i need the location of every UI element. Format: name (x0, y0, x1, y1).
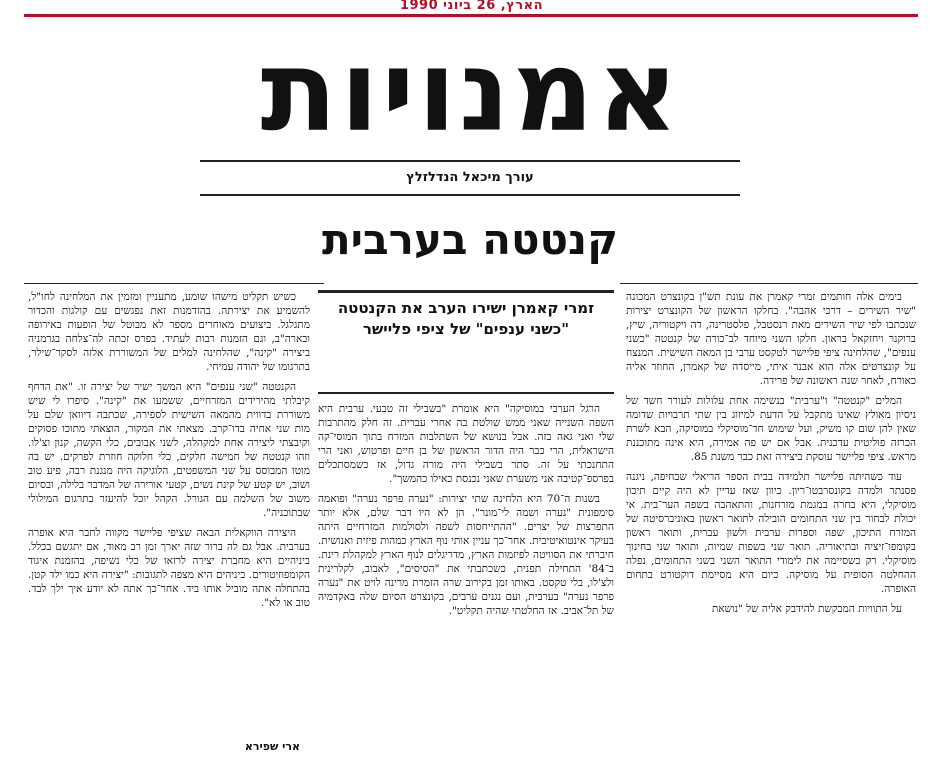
paragraph: על התוויות המבקשת להידבק אליה של "נושאת (711, 603, 902, 615)
rule-mid (200, 194, 740, 196)
paragraph: כשיש תקליט מישהו שומע, מתעניין ומזמין את המלחינה לחו"ל, להשמיע את יצירתה. בהזדמנות זאת נפגשים עם קולגות והכדור מתגלגל. ביצועים מאוחרים מספר לא מבוטל של הופעות באירופה ובארה"ב, וגם הזמנות רבות לעתיד. בפרס זכתה לה־צלחה בגרמניה ביצירה "קינה", שהלחינה למלים של המשוררת אלזה לסקר־שילר, בתרגומו של יהודה עמיחי. (28, 291, 310, 373)
paragraph: המלים "קנטטה" ו"ערבית" בנשימה אחת עלולות לעורר חשד של ניסיון מאולץ שאינו מתקבל על הדעת למיזוג בין שתי תרבויות שדומה שאין להן שום קו משיק, ועל שימוש חד־מוסיקלי במוסיקה, הבא לשרת הכרזה פוליטית עדכנית. אבל אם יש פה אמירה, היא אינה מתוכננת מראש. ציפי פליישר עוסקת ביצירה זאת כבר משנת 85. (626, 395, 916, 463)
paragraph: בימים אלה חותמים זמרי קאמרן את עונת תש"ן בקונצרט המכונה "שיר השירים – דרכי אהבה". בחלקו הראשון של הקונצרט יצירות שנכתבו לפי שיר השירים מאת רנסטבל, פלסטרינה, דה ויקטוריה, שיץ, ברוקנר ויחזקאל בראון. חלקו השני מיוחד לב־כורה של קנטטה "כשני ענפים", שהלחינה ציפי פליישר לטקסט ערבי בן המאה השישית. המנצח על קונצרטים אלה הוא אבנר איתי, מייסדה של קאמרן, החוזר אליה כאורח, לאחר שנה ראשונה של פרידה. (626, 291, 916, 387)
paragraph: בשנות ה־70 היא הלחינה שתי יצירות: "נערה פרפר נערה" ופואמה סימפונית "נערה ושמה לי־מונר". הן לא היו דבר שלם, אלא יותר התפרצות של יצרים. "ההתייחסות לשפה ולסולמות המזרחיים היתה בעיקר אינטואיטיבית. אחר־כך עניין אותי נוף הארץ כמהות פיזית ואנושית. חיברתי את הסוויטה לפיזמות הארץ, מדריגלים לנוף הארץ למקהלת רינת. ב־84' התחילה תפנית, כשכתבתי את "הסיסים", לאבוב, לקלרינית ולצ'לו, בלי טקסט. באותו זמן בקירוב שרה הזמרת מרינה לויט את "נערה פרפר נערה" בערבית, ועם נגנים ערבים, בקונצרט הסיום שלה באקדמיה של תל־אביב. אז החלטתי שהיה תקליט". (318, 493, 614, 617)
header-divider (24, 14, 918, 17)
article-column-left (28, 290, 310, 734)
article-headline: קנטטה בערבית (321, 215, 619, 264)
pull-quote: זמרי קאמרן ישירו הערב את הקנטטה "כשני ענפים" של ציפי פליישר (337, 299, 595, 338)
paragraph: עוד כשהיתה פליישר תלמידה בבית הספר הריאלי שבחיפה, ניגנה פסנתר ולמדה בקונסרבטו־ריון. כיוון שאז עדיין לא היה קיים תיכון מוסיקלי, היא בחרה במגמת מזרחנות, והתאהבה בשפה הער־בית. אי יכולת לבחור בין שני התחומים הובילה לתואר ראשון באוניברסיטה של המזרח התיכון, שפה וספרות ערבית ולשון עברית, ותואר ראשון בקומפו־זיציה ובתיאוריה. תואר שני בשפות שמיות, ותואר שני בחינוך מוסיקלי. רק כשסיימה את לימודי התואר השני בשני התחומים, נפלה ההחלטה הסופית על מוסיקה. כיום היא מסיימת דוקטורט בתחום האופרה. (626, 471, 916, 595)
author-signature: ארי שפירא (244, 740, 300, 753)
pull-quote-bottom-rule (318, 392, 614, 394)
paragraph: הקנטטה "שני ענפים" היא המשך ישיר של יצירה זו. "את הדחף קיבלתי מהירידים המזרחיים, ששמעו את "קינה". סיפרו לי שיש משוררת בדווית מהמאה השישית לספירה, שכתבה דיוואן שלם על מות שני אחיה בדו־קרב. מצאתי את המקור, הוצאתי מתוכו פסוקים וקיבצתי ליצירה אחת למקהלה, לשני אבובים, כלי הקשה, קנון וצ'לו. וזהו קנטטה של חמישה חלקים, כלי חלוקה חוזרת לפרקים. יש בה מוטו המבוסס על שני המשפטים, הלוגיקה היה מנגנת רבה, פיע טוב ושוב, יש קטע של קינת נשים, קטעי אורירה של המדבר בלילה, ובסיום משוב של השלמה עם הגורל. הקהל יוכל להיעזר בתרגום המילולי שבתוכניה". (28, 381, 310, 519)
rule-lower-left (24, 283, 324, 284)
paragraph: היצירה הווקאלית הבאה שציפי פליישר מקווה לחבר היא אופרה בערבית. אבל גם לה ברור שזה יארך זמן רב מאוד, אם יתגשם בכלל. ביניהיים היא מחברת יצירה לרזאו של כלי נשיפה, בהזמנת איגוד הקומפוזיטורים. ביניהים היא מצפה לתגובות: "יצירה היא כמו ילד קטן. בהתחלה אתה מוביל אותו ביד. אחר־כך אתה לא יודע איך ילך לבד. טוב או לא". (28, 527, 310, 609)
article-column-middle (318, 402, 614, 760)
pull-quote-top-rule (318, 290, 614, 293)
section-title: אמנויות (260, 27, 682, 157)
publication-date: הארץ, 26 ביוני 1990 (399, 0, 544, 13)
paragraph: הרגל הערבי במוסיקה" היא אומרת "בשבילי זה טבעי. ערבית היא השפה השנייה שאני ממש שולטת בה אחרי עברית. זה חלק מהתרבות שלי ואני גאה בזה. אבל בנושא של השתלבות המזרח בתוך המוסי־קה הישראלית, הרי כבר היה הדור הראשון של בן חיים ופרטוש, ואני הרי התחנכתי על זה. סתר בשבילי היה מורה גדול, אז כשמסתכלים בפרספ־קטיבה אני משערת שאני נכנסת כאילו כהמשך". (318, 403, 614, 485)
article-column-right (626, 290, 916, 760)
rule-lower-right (620, 283, 918, 284)
editor-credit: עורך מיכאל הנדלזלץ (406, 170, 534, 185)
rule-top (200, 160, 740, 162)
